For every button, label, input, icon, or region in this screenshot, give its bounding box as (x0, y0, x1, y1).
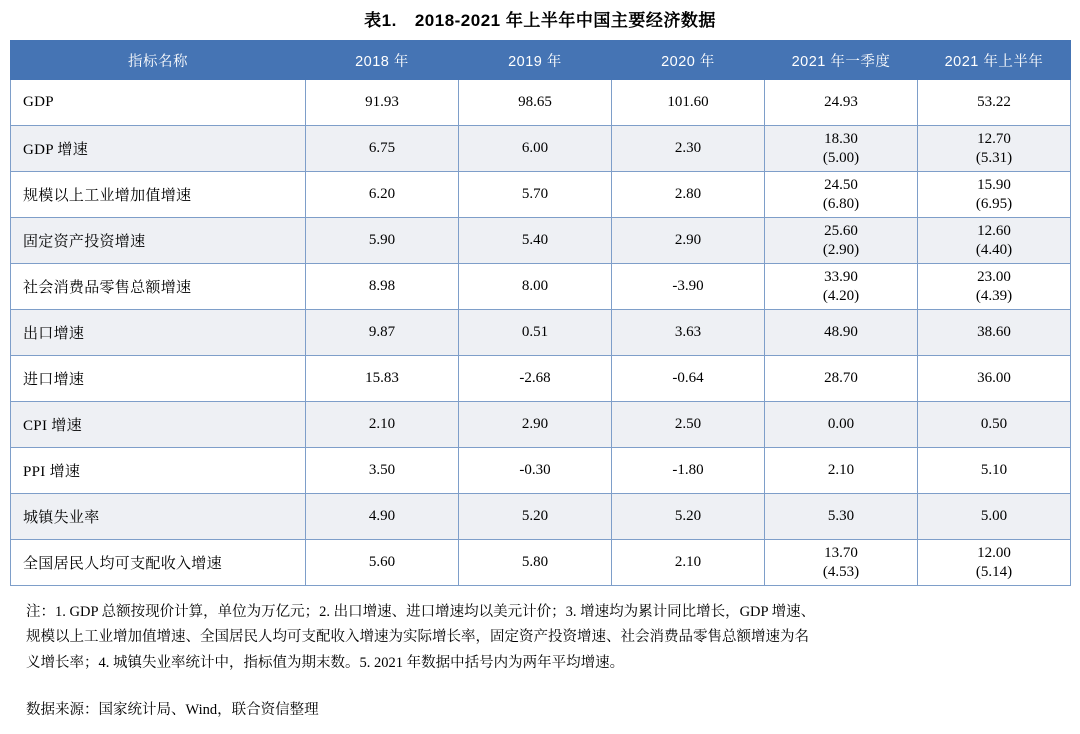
cell-value-with-average (765, 540, 918, 586)
cell-value: 2.80 (612, 172, 765, 218)
table-row (11, 448, 1071, 494)
cell-value: 2.10 (306, 402, 459, 448)
cell-value: 5.30 (765, 494, 918, 540)
cell-value: 91.93 (306, 80, 459, 126)
cell-value-two-year-average: (6.95) (975, 195, 1013, 212)
table-row (11, 356, 1071, 402)
cell-value: 4.90 (306, 494, 459, 540)
cell-value: 8.00 (459, 264, 612, 310)
table-row (11, 80, 1071, 126)
cell-value-with-average (918, 218, 1071, 264)
cell-value: -0.30 (459, 448, 612, 494)
cell-value-two-year-average: (4.39) (975, 287, 1013, 304)
cell-value-two-year-average: (4.40) (975, 241, 1013, 258)
cell-value: 5.20 (459, 494, 612, 540)
cell-value: 3.63 (612, 310, 765, 356)
cell-value: 0.00 (765, 402, 918, 448)
cell-value: 5.70 (459, 172, 612, 218)
row-label: CPI 增速 (11, 402, 306, 448)
cell-value-with-average (918, 540, 1071, 586)
note-line-2: 规模以上工业增加值增速、全国居民人均可支配收入增速为实际增长率，固定资产投资增速、社会消费品零售总额增速为名 (26, 629, 809, 646)
table-row (11, 310, 1071, 356)
cell-value: 38.60 (918, 310, 1071, 356)
column-header-2018: 2018 年 (306, 41, 459, 80)
row-label: 进口增速 (11, 356, 306, 402)
cell-value: 5.40 (459, 218, 612, 264)
data-source: 数据来源：国家统计局、Wind，联合资信整理 (26, 702, 319, 719)
row-label: 固定资产投资增速 (11, 218, 306, 264)
table-row (11, 402, 1071, 448)
cell-value-two-year-average: (5.00) (822, 149, 860, 166)
cell-value-two-year-average: (6.80) (822, 195, 860, 212)
cell-value-main: 25.60 (824, 222, 858, 239)
caption-title: 2018-2021 年上半年中国主要经济数据 (414, 11, 716, 30)
table-row (11, 540, 1071, 586)
cell-value: 24.93 (765, 80, 918, 126)
cell-value: 8.98 (306, 264, 459, 310)
table-notes (26, 600, 1054, 676)
cell-value-with-average (765, 264, 918, 310)
cell-value: 28.70 (765, 356, 918, 402)
cell-value: 2.10 (765, 448, 918, 494)
column-header-2020: 2020 年 (612, 41, 765, 80)
cell-value: 53.22 (918, 80, 1071, 126)
table-row (11, 218, 1071, 264)
column-header-2021q1: 2021 年一季度 (765, 41, 918, 80)
cell-value: -1.80 (612, 448, 765, 494)
cell-value: 48.90 (765, 310, 918, 356)
row-label: 全国居民人均可支配收入增速 (11, 540, 306, 586)
row-label: 规模以上工业增加值增速 (11, 172, 306, 218)
cell-value-with-average (918, 264, 1071, 310)
cell-value: 6.00 (459, 126, 612, 172)
cell-value: 2.90 (459, 402, 612, 448)
cell-value-with-average (918, 126, 1071, 172)
table-row (11, 126, 1071, 172)
cell-value-main: 23.00 (977, 268, 1011, 285)
column-header-2019: 2019 年 (459, 41, 612, 80)
caption-number: 表1. (364, 11, 397, 30)
row-label: GDP 增速 (11, 126, 306, 172)
cell-value: 2.10 (612, 540, 765, 586)
cell-value: 36.00 (918, 356, 1071, 402)
table-row (11, 494, 1071, 540)
cell-value: 6.20 (306, 172, 459, 218)
cell-value-main: 12.70 (977, 130, 1011, 147)
row-label: GDP (11, 80, 306, 126)
cell-value-main: 15.90 (977, 176, 1011, 193)
cell-value-main: 18.30 (824, 130, 858, 147)
cell-value: 5.10 (918, 448, 1071, 494)
cell-value-with-average (765, 172, 918, 218)
note-line-3: 义增长率；4. 城镇失业率统计中，指标值为期末数。5. 2021 年数据中括号内为两年平均增速。 (26, 654, 625, 671)
cell-value: 98.65 (459, 80, 612, 126)
cell-value: -2.68 (459, 356, 612, 402)
cell-value: -3.90 (612, 264, 765, 310)
economic-data-table (10, 40, 1071, 586)
table-header-row (11, 41, 1071, 80)
cell-value: 5.90 (306, 218, 459, 264)
cell-value: 101.60 (612, 80, 765, 126)
cell-value-two-year-average: (5.14) (975, 563, 1013, 580)
column-header-indicator: 指标名称 (11, 41, 306, 80)
cell-value-main: 24.50 (824, 176, 858, 193)
cell-value: 5.00 (918, 494, 1071, 540)
cell-value: 0.51 (459, 310, 612, 356)
row-label: 社会消费品零售总额增速 (11, 264, 306, 310)
cell-value: 2.50 (612, 402, 765, 448)
cell-value-main: 33.90 (824, 268, 858, 285)
cell-value-two-year-average: (2.90) (822, 241, 860, 258)
cell-value-two-year-average: (4.53) (822, 563, 860, 580)
cell-value: 6.75 (306, 126, 459, 172)
table-body (11, 80, 1071, 586)
cell-value: -0.64 (612, 356, 765, 402)
row-label: PPI 增速 (11, 448, 306, 494)
row-label: 城镇失业率 (11, 494, 306, 540)
cell-value: 5.80 (459, 540, 612, 586)
cell-value-two-year-average: (5.31) (975, 149, 1013, 166)
cell-value-with-average (765, 126, 918, 172)
cell-value: 9.87 (306, 310, 459, 356)
cell-value: 5.20 (612, 494, 765, 540)
table-row (11, 172, 1071, 218)
table-row (11, 264, 1071, 310)
note-line-1: 注：1. GDP 总额按现价计算，单位为万亿元；2. 出口增速、进口增速均以美元计价；3. 增速均为累计同比增长，GDP 增速、 (26, 604, 816, 620)
cell-value-two-year-average: (4.20) (822, 287, 860, 304)
cell-value: 0.50 (918, 402, 1071, 448)
cell-value-main: 12.00 (977, 544, 1011, 561)
row-label: 出口增速 (11, 310, 306, 356)
cell-value: 2.90 (612, 218, 765, 264)
column-header-2021h1: 2021 年上半年 (918, 41, 1071, 80)
cell-value-main: 12.60 (977, 222, 1011, 239)
cell-value: 15.83 (306, 356, 459, 402)
cell-value-main: 13.70 (824, 544, 858, 561)
cell-value: 5.60 (306, 540, 459, 586)
cell-value: 3.50 (306, 448, 459, 494)
cell-value: 2.30 (612, 126, 765, 172)
cell-value-with-average (765, 218, 918, 264)
table-caption (10, 0, 1070, 40)
cell-value-with-average (918, 172, 1071, 218)
